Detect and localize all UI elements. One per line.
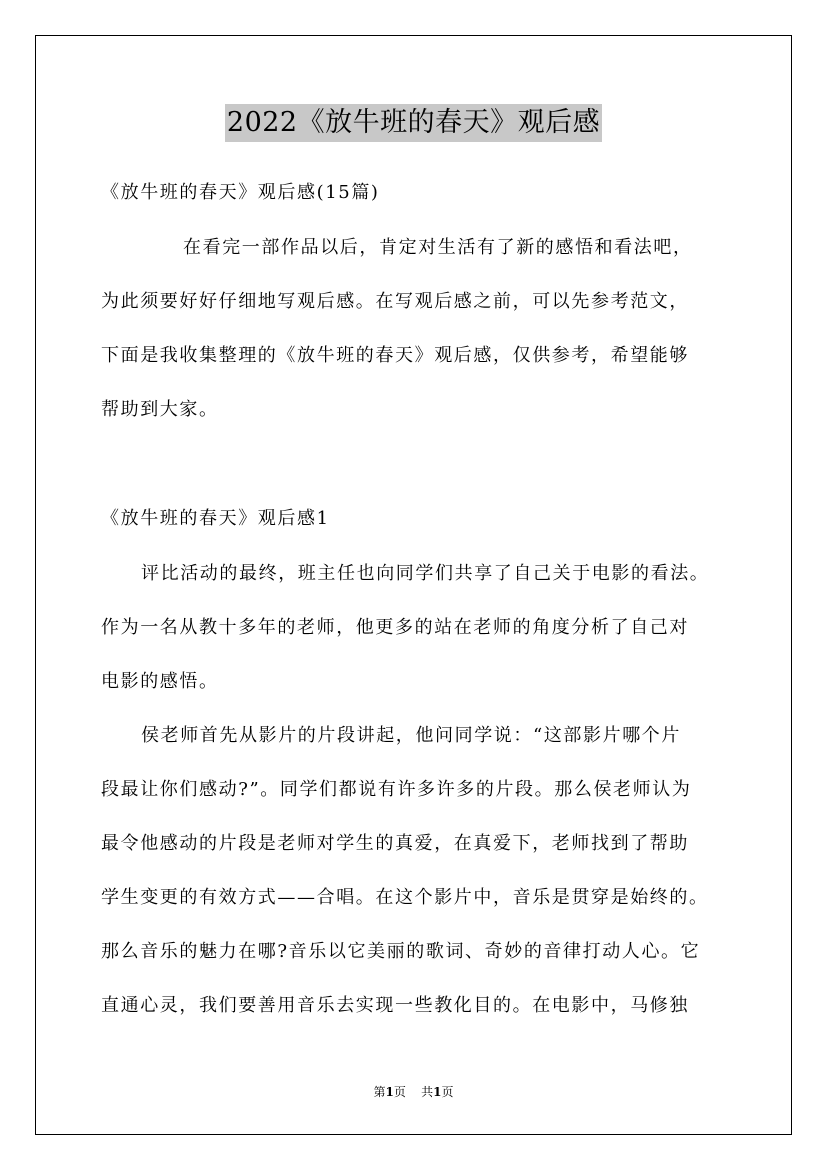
intro-line: 帮助到大家。 (101, 399, 219, 420)
page-footer (0, 1084, 827, 1100)
page-number: 1 (385, 1085, 394, 1099)
subtitle: 《放牛班的春天》观后感(15篇) (101, 182, 380, 203)
intro-line: 为此须要好好仔细地写观后感。在写观后感之前，可以先参考范文， (101, 291, 689, 312)
paragraph-line: 直通心灵，我们要善用音乐去实现一些教化目的。在电影中，马修独 (101, 995, 689, 1016)
intro-line: 下面是我收集整理的《放牛班的春天》观后感，仅供参考，希望能够 (101, 345, 689, 366)
paragraph-line: 那么音乐的魅力在哪?音乐以它美丽的歌词、奇妙的音律打动人心。它 (101, 941, 701, 962)
page-label-prefix: 第 (373, 1085, 386, 1099)
title-container (0, 104, 827, 142)
section-heading: 《放牛班的春天》观后感1 (101, 508, 330, 529)
paragraph-line: 段最让你们感动?”。同学们都说有许多许多的片段。那么侯老师认为 (101, 779, 692, 800)
total-pages: 1 (433, 1085, 442, 1099)
total-label-prefix: 共 (421, 1085, 434, 1099)
total-label-suffix: 页 (441, 1085, 454, 1099)
document-title: 2022《放牛班的春天》观后感 (225, 104, 602, 142)
paragraph-line: 最令他感动的片段是老师对学生的真爱，在真爱下，老师找到了帮助 (101, 833, 689, 854)
intro-line: 在看完一部作品以后，肯定对生活有了新的感悟和看法吧， (183, 237, 693, 258)
paragraph-line: 学生变更的有效方式——合唱。在这个影片中，音乐是贯穿是始终的。 (101, 887, 709, 908)
paragraph-line: 评比活动的最终，班主任也向同学们共享了自己关于电影的看法。 (141, 563, 710, 584)
paragraph-line: 作为一名从教十多年的老师，他更多的站在老师的角度分析了自己对 (101, 617, 689, 638)
paragraph-line: 侯老师首先从影片的片段讲起，他问同学说：“这部影片哪个片 (141, 725, 681, 746)
page-label-mid: 页 (393, 1085, 406, 1099)
paragraph-line: 电影的感悟。 (101, 671, 219, 692)
